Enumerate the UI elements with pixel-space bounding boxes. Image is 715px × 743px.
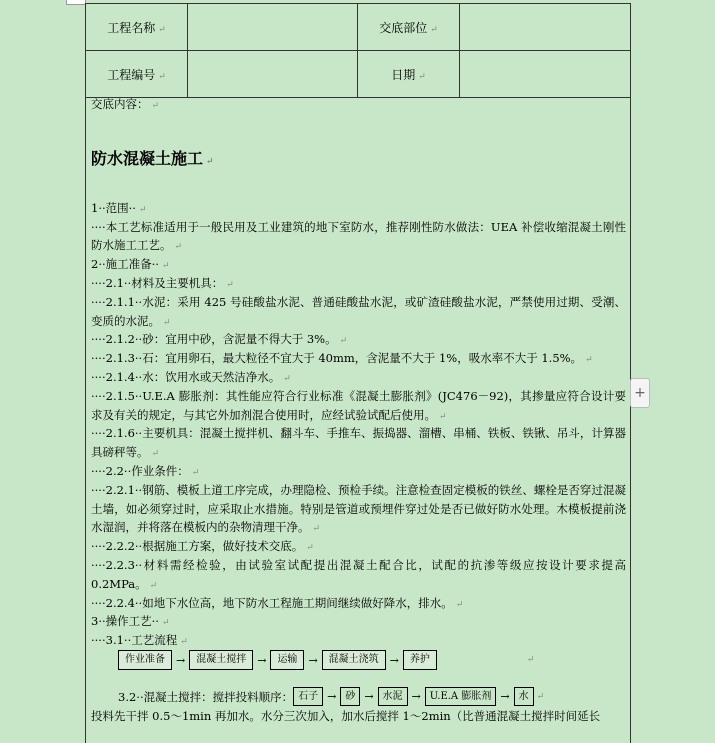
intro-line: 交底内容： ↵ [91, 97, 160, 111]
mix-item: 砂 [340, 687, 360, 706]
arrow-right-icon: → [389, 653, 399, 667]
page-tab-marker [66, 0, 86, 5]
mixing-order-line: 3.2··混凝土搅拌：搅拌投料顺序： 石子 → 砂 → 水泥 → U.E.A 膨胀剂 → 水 ↵ [118, 687, 544, 706]
arrow-right-icon: → [176, 653, 186, 667]
flow-step: 混凝土搅拌 [189, 650, 253, 670]
paragraph: ····2.2.4··如地下水位高，地下防水工程施工期间继续做好降水，排水。 ↵ [91, 595, 464, 610]
paragraph: ····2.1.4··水：饮用水或天然洁净水。 ↵ [91, 369, 291, 384]
paragraph: ····3.1··工艺流程 ↵ [91, 633, 188, 648]
header-table [85, 3, 631, 98]
arrow-right-icon: → [411, 690, 421, 703]
project-name-value[interactable] [188, 4, 358, 51]
document-title: 防水混凝土施工 ↵ [91, 148, 214, 168]
mix-item: 水 [514, 687, 534, 706]
arrow-right-icon: → [327, 690, 337, 703]
paragraph: 1··范围·· ↵ [91, 200, 147, 215]
paragraph: ····2.2.1··钢筋、模板上道工序完成，办理隐检、预检手续。注意检查固定模板的铁丝、螺栓是否穿过混凝土墙，如必须穿过时，应采取止水措施。特别是管道或预埋件穿过处是否已做好防水处理。木模板提前浇水湿润，并将落在模板内的杂物清理干净。 ↵ [91, 482, 626, 535]
paragraph-last: 投料先干拌 0.5～1min 再加水。水分三次加入，加水后搅拌 1～2min（比普通混凝土搅拌时间延长 [91, 709, 601, 723]
paragraph: ····2.2.2··根据施工方案，做好技术交底。 ↵ [91, 539, 314, 554]
mix-item: 石子 [293, 687, 323, 706]
handover-part-value[interactable] [460, 4, 631, 51]
arrow-right-icon: → [257, 653, 267, 667]
flow-step: 养护 [403, 650, 437, 670]
process-flow: 作业准备 → 混凝土搅拌 → 运输 → 混凝土浇筑 → 养护 ↵ [118, 650, 534, 670]
paragraph: ····2.2.3··材料需经检验，由试验室试配提出混凝土配合比，试配的抗渗等级应按设计要求提高 0.2MPa。 ↵ [91, 557, 626, 591]
project-name-label: 工程名称 ↵ [86, 4, 188, 51]
paragraph: ····2.1··材料及主要机具： ↵ [91, 275, 234, 290]
paragraph: 3··操作工艺·· ↵ [91, 614, 170, 629]
arrow-right-icon: → [308, 653, 318, 667]
project-no-label: 工程编号 ↵ [86, 51, 188, 98]
date-label: 日期 ↵ [358, 51, 460, 98]
paragraph: ····2.1.3··石：宜用卵石，最大粒径不宜大于 40mm，含泥量不大于 1%，吸水率不大于 1.5%。 ↵ [91, 351, 593, 366]
flow-step: 混凝土浇筑 [322, 650, 386, 670]
paragraph: 2··施工准备·· ↵ [91, 257, 170, 272]
project-no-value[interactable] [188, 51, 358, 98]
paragraph: ····本工艺标准适用于一般民用及工业建筑的地下室防水，推荐刚性防水做法：UEA 补偿收缩混凝土刚性防水施工工艺。 ↵ [91, 219, 626, 253]
paragraph: ····2.1.6··主要机具：混凝土搅拌机、翻斗车、手推车、振捣器、溜槽、串桶、铁板、铁锹、吊斗，计算器具磅秤等。 ↵ [91, 426, 626, 460]
mix-item: U.E.A 膨胀剂 [425, 687, 497, 706]
paragraph: ····2.2··作业条件： ↵ [91, 463, 200, 478]
arrow-right-icon: → [364, 690, 374, 703]
paragraph: ····2.1.5··U.E.A 膨胀剂：其性能应符合行业标准《混凝土膨胀剂》(JC476－92)，其掺量应符合设计要求及有关的规定，与其它外加剂混合使用时，应经试验试配后使用。 ↵ [91, 388, 626, 422]
date-value[interactable] [460, 51, 631, 98]
plus-icon[interactable]: + [630, 378, 650, 408]
document-body[interactable] [91, 95, 626, 650]
arrow-right-icon: → [500, 690, 510, 703]
flow-step: 运输 [270, 650, 304, 670]
mix-item: 水泥 [378, 687, 408, 706]
flow-step: 作业准备 [118, 650, 172, 670]
paragraph: ····2.1.1··水泥：采用 425 号硅酸盐水泥、普通硅酸盐水泥，或矿渣硅酸盐水泥，严禁使用过期、受潮、变质的水泥。 ↵ [91, 294, 626, 328]
handover-part-label: 交底部位 ↵ [358, 4, 460, 51]
paragraph: ····2.1.2··砂：宜用中砂，含泥量不得大于 3%。 ↵ [91, 332, 348, 347]
mixing-intro-text: 3.2··混凝土搅拌：搅拌投料顺序： [118, 689, 294, 704]
